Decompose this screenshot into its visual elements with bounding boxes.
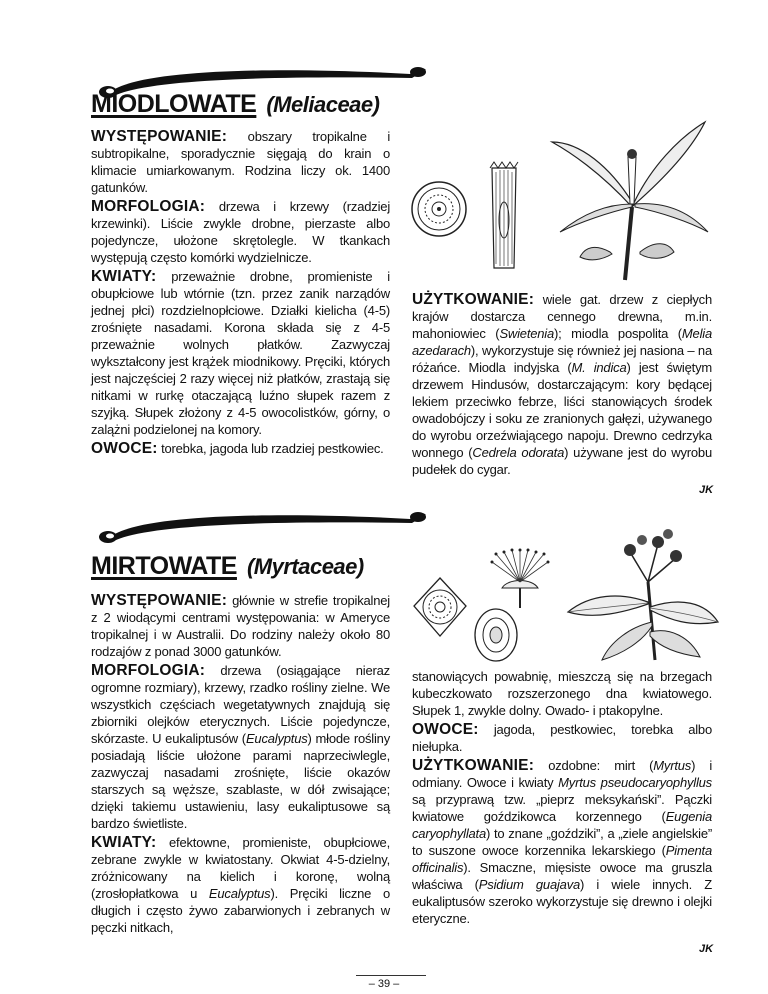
family-name: MIRTOWATE — [91, 552, 237, 580]
right-column-text — [412, 668, 712, 929]
occurrence-paragraph: WYSTĘPOWANIE: obszary tropikalne i subtropikalne, sporadycznie sięgają do krain o klimacie umiarkowanym. Rodzina liczy ok. 1400 gatunków. — [91, 128, 391, 195]
flowers-paragraph: KWIATY: efektowne, promieniste, obupłciowe, zebrane zwykle w kwiatostany. Okwiat 4-5-dzielny, zróżnicowany na kielich i koronę, wolną (zrosłopłatkowa u Eucalyptus). Pręciki liczne o długich i często żywo zabarwionych i zebranych w pęczki nitkach, — [91, 834, 391, 935]
section-title — [91, 90, 379, 119]
flowers-paragraph-continued: stanowiących powabnię, mieszczą się na brzegach kubeczkowato rozszerzonego dna kwiatowego. Słupek 1, zwykle dolny. Owado- i ptakopylne. — [412, 669, 712, 718]
meliaceae-flowering-branch-illustration — [540, 112, 710, 282]
left-column-text — [91, 592, 390, 938]
use-paragraph: UŻYTKOWANIE: wiele gat. drzew z ciepłych krajów dostarcza cennego drewna, m.in. mahoniowiec (Swietenia); miodla pospolita (Melia azedarach), wykorzystuje się również jej nasiona – na różańce. Miodla indyjska (M. indica) jest świętym drzewem Hindusów, dostarczającym: kory będącej lekiem przeciwko febrze, liści stanowiących środek owadobójczy i soku ze zranionych gałęzi, używanego do wyrobu orzeźwiającego napoju. Drewno cedrzyka wonnego (Cedrela odorata) używane jest do wyrobu pudełek do cygar. — [412, 291, 712, 477]
fruits-paragraph: OWOCE: jagoda, pestkowiec, torebka albo niełupka. — [412, 721, 712, 754]
family-name: MIODLOWATE — [91, 90, 257, 118]
fruit-cross-section-illustration — [472, 606, 520, 664]
right-column-text — [412, 291, 712, 480]
flower-cross-section-illustration — [408, 178, 470, 240]
stamen-flower-illustration — [488, 548, 552, 614]
family-latin-name: (Myrtaceae) — [246, 554, 364, 579]
morphology-paragraph: MORFOLOGIA: drzewa (osiągające nieraz ogromne rozmiary), krzewy, rzadko rośliny zielne. We wszystkich częściach wegetatywnych znajdują się zbiorniki olejków eterycznych. Liście pojedyncze, skórzaste. U eukaliptusów (Eucalyptus) młode rośliny posiadają liście ułożone parami naprzeciwlegle, zazwyczaj nasadami zrośnięte, liście okazów starszych są węższe, szablaste, w dół zwisające; dzięki takiemu ustawieniu, lasy eukaliptusowe są bardzo świetliste. — [91, 662, 390, 831]
fruits-paragraph: OWOCE: torebka, jagoda lub rzadziej pestkowiec. — [91, 440, 384, 457]
morphology-paragraph: MORFOLOGIA: drzewa i krzewy (rzadziej krzewinki). Liście zwykle drobne, pierzaste albo pojedyncze, ułożone skrętolegle. W tkankach występują często komórki wydzielnicze. — [91, 198, 391, 265]
author-signature: JK — [699, 484, 714, 496]
use-paragraph: UŻYTKOWANIE: ozdobne: mirt (Myrtus) i odmiany. Owoce i kwiaty Myrtus pseudocaryophyllus są przyprawą tzw. „pieprz meksykański”. Pączki kwiatowe goździkowca korzennego (Eugenia caryophyllata) to znane „goździki”, a „ziele angielskie” to suszone owoce korzennika lekarskiego (Pimenta officinalis). Smaczne, mięsiste owoce ma gruszla właściwa (Psidium guajava) i wiele innych. Z eukaliptusów szeroko wykorzystuje się drewno i olejki eteryczne. — [412, 757, 713, 926]
section-title — [91, 552, 364, 581]
page-number: – 39 – — [368, 978, 400, 990]
page-number-rule — [356, 975, 426, 976]
stamen-tube-illustration — [484, 160, 524, 275]
family-latin-name: (Meliaceae) — [266, 92, 380, 117]
left-column-text — [91, 128, 390, 459]
flowers-paragraph: KWIATY: przeważnie drobne, promieniste i obupłciowe lub wtórnie (tzn. przez zanik narządów jednej płci) rozdzielnopłciowe. Działki kielicha (4-5) zrośnięte nasadami. Korona składa się z 4-5 przeważnie wolnych płatków. Zazwyczaj wykształcony jest krążek miodnikowy. Pręciki, których jest najczęściej 2 razy więcej niż płatków, zrastają się nitkami w rurkę otaczającą luźno słupek razem z szyjką. Słupek złożony z 4-5 owocolistków, górny, o zalążni podzielonej na komory. — [91, 268, 390, 437]
occurrence-paragraph: WYSTĘPOWANIE: głównie w strefie tropikalnej z 2 wiodącymi centrami występowania: w Ameryce tropikalnej i w Australii. Do rodziny należy około 80 rodzajów z ponad 3000 gatunków. — [91, 592, 390, 659]
section-banner-ornament — [90, 507, 430, 541]
floral-diagram-illustration — [412, 576, 468, 638]
author-signature: JK — [699, 943, 714, 955]
myrtaceae-flowering-branch-illustration — [560, 512, 720, 662]
